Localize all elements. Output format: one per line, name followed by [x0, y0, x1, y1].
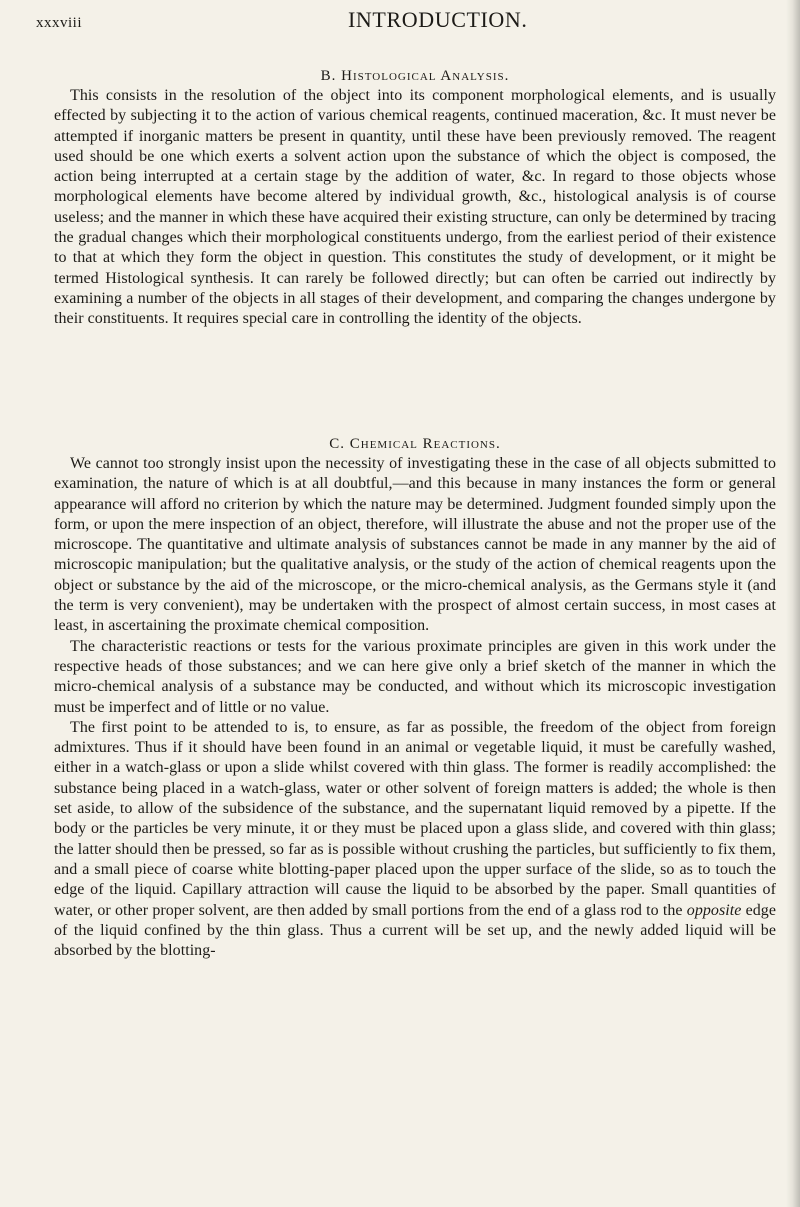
section-heading: B. Histological Analysis. [320, 68, 510, 84]
section-chemical-reactions [54, 434, 776, 961]
page-edge-shadow [786, 0, 800, 1207]
italic-text: opposite [686, 901, 742, 919]
paragraph [54, 86, 776, 330]
text-run: The characteristic reactions or tests for the various proximate principles are given in this work under the respective heads of those substances; and we can here give only a brief sketch of the manner in which the micro-chemical analysis of a substance may be conducted, and without which its microscopic investigation must be imperfect and of little or no value. [54, 637, 776, 716]
text-run: The first point to be attended to is, to ensure, as far as possible, the freedom of the object from foreign admixtures. Thus if it should have been found in an animal or vegetable liquid, it must be carefully washed, either in a watch-glass or upon a slide whilst covered with thin glass. The former is readily accomplished: the substance being placed in a watch-glass, water or other solvent of foreign matters is added; the whole is then set aside, to allow of the subsidence of the substance, and the supernatant liquid removed by a pipette. If the body or the particles be very minute, it or they must be placed upon a glass slide, and covered with thin glass; the latter should then be pressed, so far as is possible without crushing the particles, but sufficiently to fix them, and a small piece of coarse white blotting-paper placed upon the upper surface of the slide, so as to touch the edge of the liquid. Capillary attraction will cause the liquid to be absorbed by the paper. Small quantities of water, or other proper solvent, are then added by small portions from the end of a glass rod to the [54, 718, 776, 919]
section-body [54, 86, 776, 330]
page-number: xxxviii [36, 15, 83, 31]
running-title: INTRODUCTION. [348, 7, 528, 32]
text-run: edge of the liquid confined by the thin glass. Thus a current will be set up, and the newly added liquid will be absorbed by the blotting- [54, 901, 776, 960]
paragraph [54, 454, 776, 637]
text-run: This consists in the resolution of the object into its component morphological elements, and is usually effected by subjecting it to the action of various chemical reagents, continued maceration, &c. It must never be attempted if inorganic matters be present in quantity, until these have been previously removed. The reagent used should be one which exerts a solvent action upon the substance of which the object is composed, the action being interrupted at a certain stage by the addition of water, &c. In regard to those objects whose morphological elements have become altered by individual growth, &c., histological analysis is of course useless; and the manner in which these have acquired their existing structure, can only be determined by tracing the gradual changes which their morphological constituents undergo, from the earliest period of their existence to that at which they form the object in question. This constitutes the study of development, or it might be termed Histological synthesis. It can rarely be followed directly; but can often be carried out indirectly by examining a number of the objects in all stages of their development, and comparing the changes undergone by their constituents. It requires special care in controlling the identity of the objects. [54, 87, 776, 328]
text-run: We cannot too strongly insist upon the necessity of investigating these in the case of all objects submitted to examination, the nature of which is at all doubtful,—and this because in many instances the form or general appearance will afford no criterion by which the nature may be determined. Judgment founded simply upon the form, or upon the mere inspection of an object, therefore, will illustrate the abuse and not the proper use of the microscope. The quantitative and ultimate analysis of substances cannot be made in any manner by the aid of microscopic manipulation; but the qualitative analysis, or the study of the action of chemical reagents upon the object or substance by the aid of the microscope, or the micro-chemical analysis, as the Germans style it (and the term is very convenient), may be undertaken with the prospect of almost certain success, in most cases at least, in ascertaining the proximate chemical composition. [54, 455, 776, 635]
paragraph [54, 718, 776, 962]
paragraph [54, 637, 776, 718]
section-heading: C. Chemical Reactions. [329, 436, 501, 452]
page-header [36, 7, 782, 33]
section-body [54, 454, 776, 961]
section-histological-analysis [54, 66, 776, 330]
